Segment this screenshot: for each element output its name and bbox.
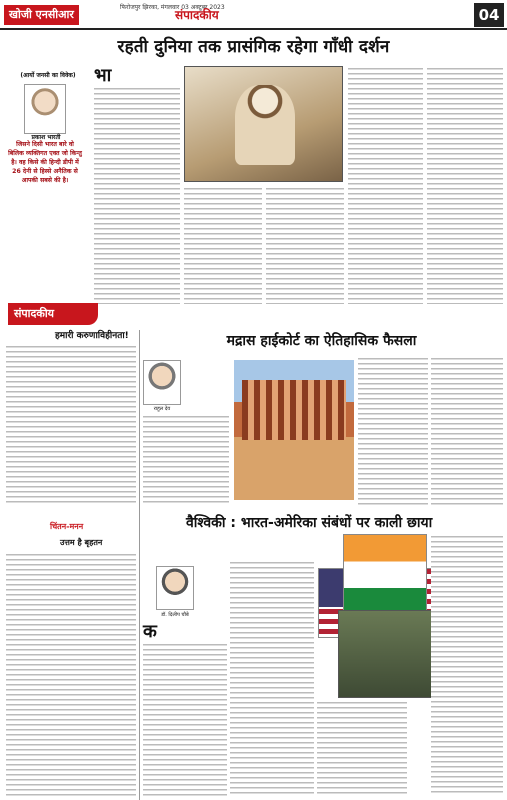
author-portrait xyxy=(24,84,66,134)
editorial-subhead: हमारी करुणाविहीनता! xyxy=(55,331,129,341)
sidebar-quote: जिसने दिसी भारत बारे वो बिलिक व्यक्तिगत एक्त जो किन्तु है। वह किसे की हिन्दी डीपी में 26 देनी से हिस्से अनैतिक से आपकी सबसे की है। xyxy=(8,141,82,184)
masthead xyxy=(0,0,507,30)
newspaper-logo: खोजी एनसीआर xyxy=(4,5,79,25)
dateline: फिरोजपुर झिरका, मंगलवार 03 अक्टूबर 2023 xyxy=(120,4,225,11)
middle-body-col-3 xyxy=(431,356,503,506)
author-byline: प्रकाश भारती xyxy=(31,134,61,141)
bottom-dropcap: क xyxy=(143,621,157,642)
bottom-headline: वैश्विकी : भारत-अमेरिका संबंधों पर काली छाया xyxy=(186,515,433,531)
bottom-left-body xyxy=(6,552,136,796)
editorial-body xyxy=(6,344,136,506)
middle-body-col-2 xyxy=(358,356,428,506)
middle-body-col-1 xyxy=(143,414,229,506)
bottom-photo-caption: डॉ. दिलीप चौबे xyxy=(161,612,189,618)
sidebar-quote-name: (आर्यो जनसी का विवेक) xyxy=(20,72,76,79)
court-building-photo xyxy=(234,360,354,500)
lead-body-col-1 xyxy=(94,86,180,304)
gandhi-photo xyxy=(184,66,343,182)
bottom-body-col-4 xyxy=(431,534,503,796)
india-flag-image xyxy=(343,534,427,616)
author-photo-middle xyxy=(143,360,181,405)
bottom-body-col-3 xyxy=(317,700,407,796)
lead-dropcap: भा xyxy=(94,65,112,86)
lead-body-col-2 xyxy=(184,186,262,304)
page-number: 04 xyxy=(474,3,504,27)
bottom-body-col-2 xyxy=(230,560,314,796)
middle-photo-caption: राहुल देव xyxy=(153,406,171,412)
author-photo-bottom xyxy=(156,566,194,610)
column-divider xyxy=(139,330,140,800)
lead-body-col-4 xyxy=(348,66,423,304)
editorial-banner: संपादकीय xyxy=(8,303,98,325)
bottom-body-col-1 xyxy=(143,642,227,796)
lead-headline: रहती दुनिया तक प्रासंगिक रहेगा गाँधी दर्शन xyxy=(117,37,390,57)
section-title: संपादकीय xyxy=(175,8,219,22)
soldier-image xyxy=(338,610,442,698)
gandhi-figure xyxy=(235,85,295,165)
lead-body-col-3 xyxy=(266,186,344,304)
bottom-subhead: उत्तम है बृहतन xyxy=(60,538,103,547)
middle-headline: मद्रास हाईकोर्ट का ऐतिहासिक फैसला xyxy=(226,333,417,349)
bottom-section-label: चिंतन-मनन xyxy=(50,522,84,531)
lead-body-col-5 xyxy=(427,66,503,304)
